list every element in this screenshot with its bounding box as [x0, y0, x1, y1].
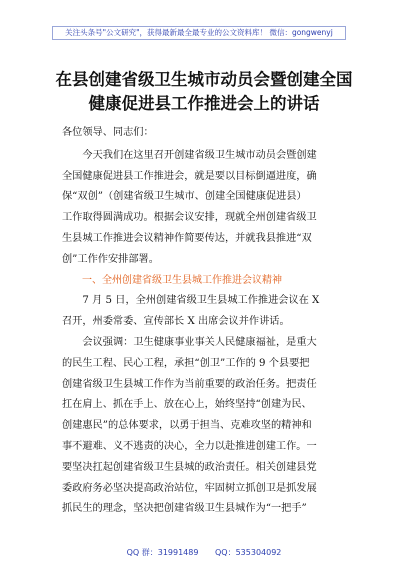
text-line: 抓民生的理念，坚决把创建省级卫生县城作为“一把手” [62, 503, 307, 515]
text-line: 的民生工程、民心工程，承担“创卫”工作的 9 个县要把 [62, 357, 310, 369]
text-line: 今天我们在这里召开创建省级卫生城市动员会暨创建 [82, 149, 317, 161]
text-line: 要坚决扛起创建省级卫生县城的政治责任。相关创建县党 [62, 461, 317, 473]
document-title [40, 68, 368, 116]
text-line: 工作取得圆满成功。根据会议安排，现就全州创建省级卫 [62, 212, 317, 224]
text-line: 生县城工作推进会议精神作简要传达，并就我县推进“双 [62, 232, 312, 244]
title-line-2: 健康促进县工作推进会上的讲话 [88, 94, 320, 113]
promo-banner: 关注头条号"公文研究"，获得最新最全最专业的公文资料库！ 微信：gongwenyj [52, 26, 346, 40]
text-line: 会议强调：卫生健康事业事关人民健康福祉，是重大 [82, 336, 317, 348]
text-line: 全国健康促进县工作推进会，就是要以目标倒逼进度，确 [62, 170, 317, 182]
text-line: 委政府务必坚决提高政治站位，牢固树立抓创卫是抓发展 [62, 482, 317, 494]
title-line-1: 在县创建省级卫生城市动员会暨创建全国 [55, 70, 353, 89]
text-line: 创建省级卫生县城工作作为当前重要的政治任务。把责任 [62, 378, 317, 390]
meeting-paragraph [62, 291, 358, 333]
text-line: 保“双创”（创建省级卫生城市、创建全国健康促进县） [62, 191, 307, 203]
text-line: 创建惠民”的总体要求，以勇于担当、克难攻坚的精神和 [62, 420, 312, 432]
qq-group-contact: QQ 群：31991489 [126, 548, 199, 557]
salutation: 各位领导、同志们： [62, 127, 154, 138]
section-heading: 一、全州创建省级卫生县城工作推进会议精神 [82, 274, 282, 286]
text-line: 扛在肩上、抓在手上、放在心上，始终坚持“创建为民、 [62, 399, 312, 411]
emphasis-paragraph [62, 333, 358, 520]
page-footer [0, 547, 408, 558]
intro-paragraph [62, 146, 358, 271]
text-line: 事不避难、义不逃责的决心，全力以赴推进创建工作。一 [62, 440, 317, 452]
document-body [62, 123, 358, 520]
qq-contact: QQ：535304092 [215, 548, 282, 557]
text-line: 7 月 5 日，全州创建省级卫生县城工作推进会议在 X [82, 295, 320, 307]
text-line: 召开，州委常委、宣传部长 X 出席会议并作讲话。 [62, 316, 290, 328]
text-line: 创”工作作安排部署。 [62, 253, 159, 265]
